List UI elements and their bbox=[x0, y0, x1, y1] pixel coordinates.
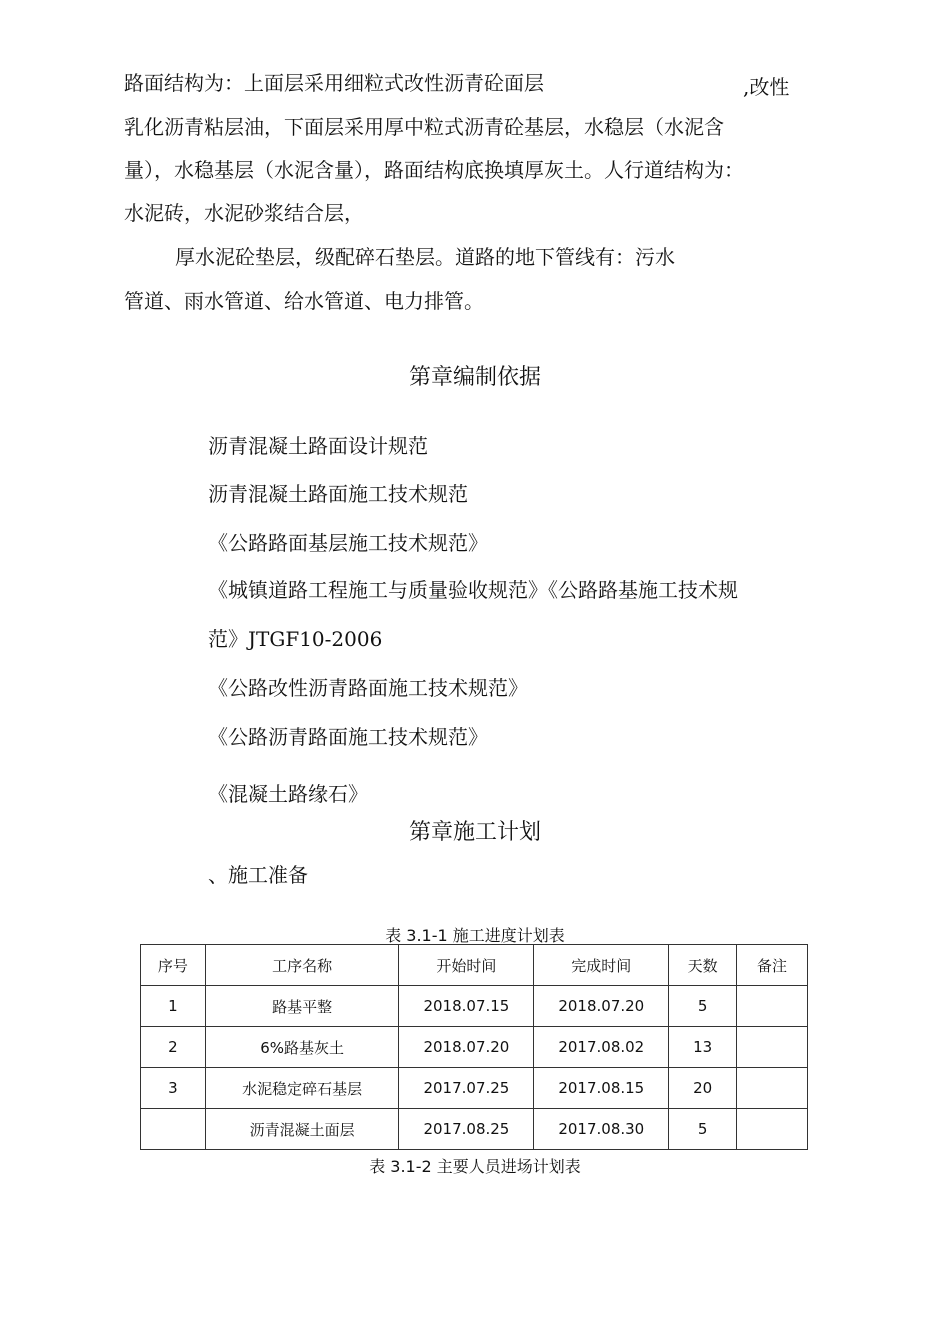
table-cell: 2017.08.02 bbox=[534, 1027, 669, 1068]
table-cell: 6%路基灰土 bbox=[205, 1027, 399, 1068]
paragraph-line: 厚水泥砼垫层，级配碎石垫层。道路的地下管线有：污水 bbox=[175, 245, 675, 269]
reference-item: 沥青混凝土路面设计规范 bbox=[208, 434, 428, 458]
table-caption: 表 3.1-1 施工进度计划表 bbox=[385, 926, 565, 945]
header-cell: 备注 bbox=[737, 945, 808, 986]
table-cell: 2018.07.20 bbox=[534, 986, 669, 1027]
paragraph-line: 乳化沥青粘层油，下面层采用厚中粒式沥青砼基层，水稳层（水泥含 bbox=[124, 115, 724, 139]
table-cell: 2017.08.30 bbox=[534, 1109, 669, 1150]
reference-item: 沥青混凝土路面施工技术规范 bbox=[208, 482, 468, 506]
reference-item: 《公路路面基层施工技术规范》 bbox=[208, 531, 488, 555]
paragraph-line: 水泥砖，水泥砂浆结合层， bbox=[124, 201, 364, 225]
table-header-row bbox=[141, 945, 808, 986]
table-cell: 2017.07.25 bbox=[399, 1068, 534, 1109]
table-row bbox=[141, 1068, 808, 1109]
chapter-title: 第章施工计划 bbox=[408, 820, 541, 845]
paragraph-line: 路面结构为：上面层采用细粒式改性沥青砼面层 bbox=[124, 71, 544, 95]
table-cell: 1 bbox=[141, 986, 206, 1027]
schedule-table bbox=[140, 944, 808, 1150]
chapter-title: 第章编制依据 bbox=[408, 365, 541, 390]
table-cell: 2 bbox=[141, 1027, 206, 1068]
table-cell: 20 bbox=[669, 1068, 737, 1109]
reference-item: 范》JTGF10-2006 bbox=[208, 627, 383, 651]
paragraph-line: 管道、雨水管道、给水管道、电力排管。 bbox=[124, 289, 484, 313]
header-cell: 工序名称 bbox=[205, 945, 399, 986]
table-cell: 2018.07.15 bbox=[399, 986, 534, 1027]
table-cell bbox=[737, 1109, 808, 1150]
table-cell bbox=[737, 1068, 808, 1109]
header-cell: 序号 bbox=[141, 945, 206, 986]
reference-item: 《城镇道路工程施工与质量验收规范》《公路路基施工技术规 bbox=[208, 578, 738, 602]
section-title: 、施工准备 bbox=[208, 863, 308, 887]
table-cell: 沥青混凝土面层 bbox=[205, 1109, 399, 1150]
table-row bbox=[141, 1027, 808, 1068]
table-cell bbox=[737, 1027, 808, 1068]
header-cell: 开始时间 bbox=[399, 945, 534, 986]
table-cell: 2018.07.20 bbox=[399, 1027, 534, 1068]
table-cell: 13 bbox=[669, 1027, 737, 1068]
table-cell: 水泥稳定碎石基层 bbox=[205, 1068, 399, 1109]
table-row bbox=[141, 986, 808, 1027]
table-cell: 路基平整 bbox=[205, 986, 399, 1027]
table-cell: 5 bbox=[669, 986, 737, 1027]
table-caption: 表 3.1-2 主要人员进场计划表 bbox=[369, 1157, 581, 1176]
table-cell bbox=[141, 1109, 206, 1150]
table-cell: 2017.08.15 bbox=[534, 1068, 669, 1109]
reference-item: 《混凝土路缘石》 bbox=[208, 782, 368, 806]
table-cell bbox=[737, 986, 808, 1027]
table-cell: 2017.08.25 bbox=[399, 1109, 534, 1150]
paragraph-line: ,改性 bbox=[743, 75, 790, 99]
reference-item: 《公路沥青路面施工技术规范》 bbox=[208, 725, 488, 749]
paragraph-line: 量），水稳基层（水泥含量），路面结构底换填厚灰土。人行道结构为： bbox=[124, 158, 744, 182]
header-cell: 完成时间 bbox=[534, 945, 669, 986]
table-cell: 5 bbox=[669, 1109, 737, 1150]
table-row bbox=[141, 1109, 808, 1150]
reference-item: 《公路改性沥青路面施工技术规范》 bbox=[208, 676, 528, 700]
table-cell: 3 bbox=[141, 1068, 206, 1109]
header-cell: 天数 bbox=[669, 945, 737, 986]
